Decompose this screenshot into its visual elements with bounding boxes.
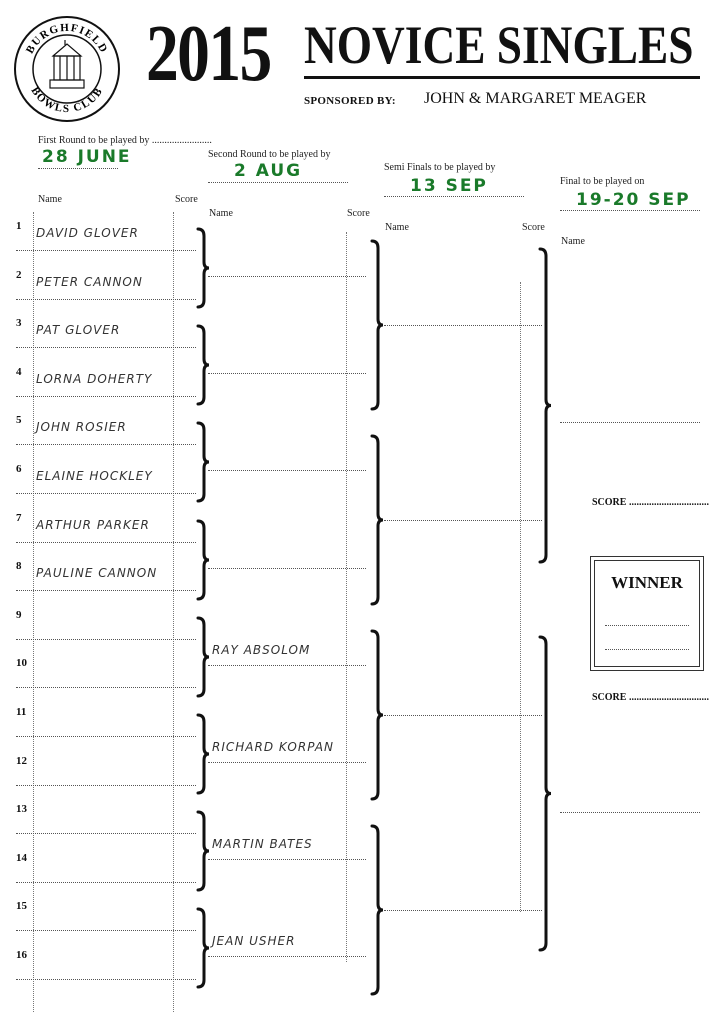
- winner-line-1: [605, 625, 689, 626]
- first-round-label: First Round to be played by ........................: [38, 135, 212, 146]
- second-round-brace: [370, 435, 384, 605]
- first-round-entry-line: [16, 979, 196, 980]
- first-round-brace: [196, 908, 210, 988]
- logo-text-bottom: BOWLS CLUB: [28, 85, 106, 116]
- first-round-entry-line: [16, 590, 196, 591]
- winner-box-inner: [594, 560, 700, 667]
- first-round-brace: [196, 520, 210, 600]
- page-title: NOVICE SINGLES: [304, 15, 694, 75]
- sponsored-by-label: SPONSORED BY:: [304, 95, 396, 107]
- semi-final-entry-line: [384, 325, 542, 326]
- entry-number: 13: [16, 803, 27, 816]
- second-round-brace: [370, 825, 384, 995]
- first-round-entry-line: [16, 542, 196, 543]
- first-round-name-header: Name: [38, 194, 62, 205]
- second-round-player-name: RICHARD KORPAN: [212, 740, 335, 754]
- logo-text-top: BURGHFIELD: [23, 21, 111, 56]
- final-score-1-label: SCORE ................................: [592, 497, 709, 508]
- second-round-entry-line: [208, 956, 366, 957]
- first-round-player-name: PAT GLOVER: [36, 323, 121, 338]
- entry-number: 9: [16, 608, 22, 621]
- second-round-brace: [370, 240, 384, 410]
- year: 2015: [146, 10, 271, 98]
- first-round-entry-line: [16, 299, 196, 300]
- semi-final-brace-bottom: [538, 636, 552, 951]
- first-round-brace: [196, 617, 210, 697]
- entry-number: 6: [16, 463, 22, 475]
- entry-number: 10: [16, 657, 27, 670]
- entry-number: 2: [16, 268, 22, 281]
- second-round-entry-line: [208, 859, 366, 860]
- semi-final-date-line: [384, 196, 524, 197]
- first-round-player-name: ARTHUR PARKER: [36, 517, 150, 532]
- first-round-brace: [196, 325, 210, 405]
- first-round-left-guide: [33, 212, 34, 1012]
- winner-label: WINNER: [611, 573, 683, 592]
- entry-number: 8: [16, 560, 22, 573]
- title-rule: [304, 76, 700, 79]
- first-round-score-header: Score: [175, 194, 198, 205]
- semi-final-score-header: Score: [522, 222, 545, 233]
- first-round-entry-line: [16, 493, 196, 494]
- second-round-brace: [370, 630, 384, 800]
- first-round-player-name: PAULINE CANNON: [36, 566, 158, 581]
- semi-final-score-guide: [520, 282, 521, 912]
- first-round-brace: [196, 714, 210, 794]
- sponsor-name: JOHN & MARGARET MEAGER: [424, 90, 647, 107]
- first-round-entry-line: [16, 639, 196, 640]
- finalist-1-line: [560, 422, 700, 423]
- first-round-player-name: LORNA DOHERTY: [36, 371, 153, 386]
- svg-text:BOWLS CLUB: [28, 85, 105, 115]
- semi-final-date: 13 SEP: [410, 176, 488, 196]
- semi-final-entry-line: [384, 910, 542, 911]
- entry-number: 1: [16, 220, 22, 232]
- first-round-entry-line: [16, 785, 196, 786]
- final-date: 19-20 SEP: [576, 190, 691, 210]
- semi-final-name-header: Name: [385, 222, 409, 233]
- second-round-entry-line: [208, 276, 366, 277]
- second-round-player-name: JEAN USHER: [212, 934, 296, 949]
- first-round-score-guide: [173, 212, 174, 1012]
- entry-number: 7: [16, 511, 22, 524]
- entry-number: 5: [16, 414, 22, 427]
- final-label: Final to be played on: [560, 176, 645, 187]
- semi-final-entry-line: [384, 715, 542, 716]
- second-round-label: Second Round to be played by: [208, 149, 331, 160]
- entry-number: 3: [16, 317, 22, 330]
- second-round-entry-line: [208, 568, 366, 569]
- first-round-player-name: PETER CANNON: [36, 274, 143, 289]
- winner-line-2: [605, 649, 689, 650]
- first-round-entry-line: [16, 882, 196, 883]
- entry-number: 14: [16, 851, 27, 864]
- entry-number: 4: [16, 365, 22, 378]
- second-round-entry-line: [208, 373, 366, 374]
- semi-final-entry-line: [384, 520, 542, 521]
- first-round-date: 28 JUNE: [42, 147, 132, 167]
- first-round-entry-line: [16, 396, 196, 397]
- second-round-entry-line: [208, 762, 366, 763]
- first-round-brace: [196, 228, 210, 308]
- second-round-date: 2 AUG: [234, 161, 303, 181]
- first-round-entry-line: [16, 833, 196, 834]
- winner-box: [590, 556, 704, 671]
- pavilion-icon: [50, 40, 84, 88]
- first-round-brace: [196, 422, 210, 502]
- entry-number: 15: [16, 900, 27, 913]
- first-round-player-name: ELAINE HOCKLEY: [36, 469, 153, 483]
- final-date-line: [560, 210, 700, 211]
- first-round-date-line: [38, 168, 118, 169]
- second-round-entry-line: [208, 665, 366, 666]
- entry-number: 11: [16, 706, 27, 718]
- entry-number: 16: [16, 949, 27, 961]
- first-round-brace: [196, 811, 210, 891]
- first-round-entry-line: [16, 736, 196, 737]
- first-round-player-name: JOHN ROSIER: [36, 420, 127, 435]
- second-round-entry-line: [208, 470, 366, 471]
- second-round-name-header: Name: [209, 208, 233, 219]
- second-round-player-name: MARTIN BATES: [212, 837, 313, 852]
- final-score-2-label: SCORE ................................: [592, 692, 709, 703]
- first-round-player-name: DAVID GLOVER: [36, 226, 139, 240]
- club-logo: [12, 14, 122, 124]
- semi-final-label: Semi Finals to be played by: [384, 162, 496, 173]
- first-round-entry-line: [16, 687, 196, 688]
- semi-final-brace-top: [538, 248, 552, 563]
- entry-number: 12: [16, 754, 27, 767]
- second-round-score-guide: [346, 232, 347, 962]
- first-round-entry-line: [16, 250, 196, 251]
- first-round-entry-line: [16, 930, 196, 931]
- second-round-date-line: [208, 182, 348, 183]
- first-round-entry-line: [16, 347, 196, 348]
- first-round-entry-line: [16, 444, 196, 445]
- second-round-player-name: RAY ABSOLOM: [212, 642, 311, 657]
- second-round-score-header: Score: [347, 208, 370, 219]
- finalist-2-line: [560, 812, 700, 813]
- final-name-header: Name: [561, 236, 585, 247]
